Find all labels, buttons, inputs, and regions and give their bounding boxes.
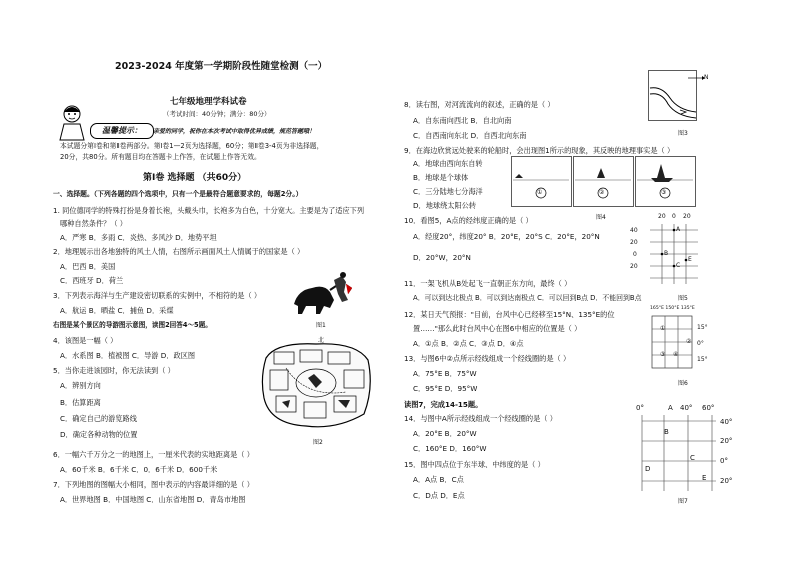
right-line: 12．某日天气预报："目前，台风中心已经移至15°N、135°E的位 (404, 310, 615, 319)
fig6-point: ① (660, 325, 666, 332)
left-line: A．严寒 B．多雨 C．炎热、多风沙 D．地势平坦 (60, 233, 217, 242)
fig7-caption: 图7 (678, 498, 688, 505)
fig7-right-tick: 20° (720, 437, 733, 445)
figure-5-grid (640, 220, 700, 290)
left-line: 右图是某个景区的导游图示意图，读图2回答4～5题。 (53, 321, 212, 329)
fig7-top-tick: A (668, 404, 673, 412)
exam-info: （考试时间：40分钟；满分：80分） (163, 110, 271, 118)
fig7-right-tick: 0° (720, 457, 728, 465)
right-line: 置……"那么此时台风中心在图6中相应的位置是（ ） (413, 324, 582, 333)
right-line: A．20°E B．20°W (413, 429, 477, 438)
fig6-right-tick: 15° (697, 324, 708, 331)
right-line: 读图7，完成14-15题。 (404, 400, 483, 409)
figure-7-grid (640, 413, 722, 493)
right-line: 8．读右图，对河流流向的叙述，正确的是（ ） (404, 100, 555, 109)
right-line: 10．看图5，A点的经纬度正确的是（ ） (404, 216, 533, 225)
fig7-right-tick: 20° (720, 477, 733, 485)
right-line: C．D点 D．E点 (413, 491, 465, 500)
right-line: A．A点 B．C点 (413, 475, 464, 484)
fig5-point-label: C (676, 262, 681, 269)
right-line: A．可以到达北极点 B．可以到达南极点 C．可以回到B点 D．不能回到B点 (413, 294, 642, 302)
right-line: A．地球由西向东自转 (413, 159, 483, 168)
left-line: 7．下列地图的图幅大小相同，图中表示的内容最详细的是（ ） (53, 480, 254, 489)
left-line: A．世界地图 B．中国地图 C．山东省地图 D．青岛市地图 (60, 495, 246, 504)
right-line: 13．与图6中②点所示经线组成一个经线圈的是（ ） (404, 354, 571, 363)
student-cartoon-icon (58, 102, 88, 142)
fig5-left-tick: 40 (630, 227, 638, 234)
fig4-label-2: ② (599, 189, 605, 196)
fig5-top-tick: 20 (658, 213, 666, 220)
right-line: C．三分陆地七分海洋 (413, 187, 483, 196)
fig5-left-tick: 0 (633, 251, 637, 258)
left-line: 4．该图是一幅（ ） (53, 336, 118, 345)
left-line: C．确定自己的游览路线 (60, 414, 137, 423)
right-line: C．自西南向东北 D．自西北向东南 (413, 131, 527, 140)
right-line: A．经度20°，纬度20° B．20°E，20°S C．20°E，20°N (413, 232, 600, 241)
fig2-caption: 图2 (313, 439, 323, 446)
left-line: D．确定各种动物的位置 (60, 430, 138, 439)
left-line: 哪种自然条件？（ ） (60, 219, 127, 228)
left-line: A．辨别方向 (60, 381, 101, 390)
figure-1-bullfight (290, 270, 352, 320)
intro-line-1: 本试题分第Ⅰ卷和第Ⅱ卷两部分。第Ⅰ卷1—2页为选择题，60分；第Ⅱ卷3-4页为非选择题， (60, 142, 324, 150)
fig2-north-label: 北 (318, 337, 325, 344)
right-line: 14．与图中A所示经线组成一个经线圈的是（ ） (404, 414, 557, 423)
fig6-caption: 图6 (678, 380, 688, 387)
fig5-left-tick: 20 (630, 263, 638, 270)
left-line: 2．地理展示出各地独特的风土人情，右图所示画面风土人情属于的国家是（ ） (53, 247, 305, 256)
right-line: C．160°E D．160°W (413, 444, 487, 453)
section-heading: 一、选择题。（下列各题的四个选项中，只有一个是最符合题意要求的，每题2分。） (53, 190, 303, 198)
left-line: 5．当你走进该园时，你无法读到（ ） (53, 366, 175, 375)
left-line: A．航运 B．晒盐 C．捕鱼 D．采煤 (60, 306, 174, 315)
right-line: C．95°E D．95°W (413, 384, 478, 393)
fig5-point-label: A (676, 226, 681, 233)
fig6-right-tick: 0° (697, 340, 704, 347)
fig7-top-tick: 40° (680, 404, 693, 412)
fig5-point-label: B (664, 250, 669, 257)
left-line: 3．下列表示海洋与生产建设密切联系的实例中，不相符的是（ ） (53, 291, 262, 300)
left-line: C．西班牙 D．荷兰 (60, 276, 124, 285)
fig4-label-3: ③ (661, 189, 667, 196)
fig3-north-label: N (704, 74, 709, 81)
part-title: 第Ⅰ卷 选择题 （共60分） (143, 173, 247, 183)
exam-title: 2023-2024 年度第一学期阶段性随堂检测（一） (115, 61, 328, 72)
figure-3-river-map (648, 70, 710, 126)
fig6-point: ③ (660, 351, 666, 358)
fig5-top-tick: 20 (683, 213, 691, 220)
fig5-caption: 图5 (678, 295, 688, 302)
right-line: D．地球绕太阳公转 (413, 201, 477, 210)
fig6-point: ④ (673, 351, 679, 358)
fig5-point-label: E (688, 256, 692, 263)
fig6-point: ② (686, 338, 692, 345)
intro-line-2: 20分，共80分。所有题目均在答题卡上作答，在试题上作答无效。 (60, 153, 261, 161)
left-line: B．估算距离 (60, 398, 101, 407)
fig7-top-tick: 60° (702, 404, 715, 412)
figure-4-ship-panels (511, 156, 697, 208)
fig7-point: B (664, 428, 669, 436)
right-line: A．自东南向西北 B．自北向南 (413, 116, 512, 125)
fig5-top-tick: 0 (672, 213, 676, 220)
fig4-caption: 图4 (596, 214, 606, 221)
fig7-top-tick: 0° (636, 404, 644, 412)
fig7-point: E (702, 474, 707, 482)
fig6-top-label: 165°E 150°E 135°E (650, 306, 695, 311)
right-line: A．①点 B．②点 C．③点 D．④点 (413, 339, 524, 348)
tip-text: 亲爱的同学，祝你在本次考试中取得优异成绩，规范答题哦！ (153, 128, 316, 135)
left-line: 6．一幅六千万分之一的地图上，一厘米代表的实地距离是（ ） (53, 450, 254, 459)
figure-2-zoo-map (256, 338, 376, 433)
right-line: 9．在海边欣赏远处驶来的轮船时，会出现图1所示的现象，其反映的地理事实是（ ） (404, 146, 675, 155)
left-line: A．巴西 B．美国 (60, 262, 116, 271)
left-line: 1. 同位德同学的特殊打扮是身着长袍，头戴头巾，长袍多为白色，十分宽大。主要是为了适应下列 (53, 206, 365, 215)
fig1-caption: 图1 (316, 322, 326, 329)
fig3-caption: 图3 (678, 130, 688, 137)
fig7-point: C (690, 454, 695, 462)
fig5-left-tick: 20 (630, 239, 638, 246)
right-line: A．75°E B．75°W (413, 369, 477, 378)
tip-badge: 温馨提示： (90, 123, 154, 139)
fig4-label-1: ① (537, 189, 543, 196)
exam-subtitle: 七年级地理学科试卷 (170, 97, 247, 107)
fig7-right-tick: 40° (720, 418, 733, 426)
right-line: D．20°W，20°N (413, 253, 471, 262)
fig6-right-tick: 15° (697, 356, 708, 363)
right-line: B．地球是个球体 (413, 173, 469, 182)
left-line: A．水系图 B．植被图 C．导游 D．政区图 (60, 351, 196, 360)
right-line: 11．一架飞机从B处起飞一直朝正东方向，最终（ ） (404, 279, 572, 288)
fig7-point: D (645, 465, 651, 473)
right-line: 15．图中四点位于东半球、中纬度的是（ ） (404, 460, 545, 469)
left-line: A．60千米 B．6千米 C．0．6千米 D．600千米 (60, 465, 218, 474)
